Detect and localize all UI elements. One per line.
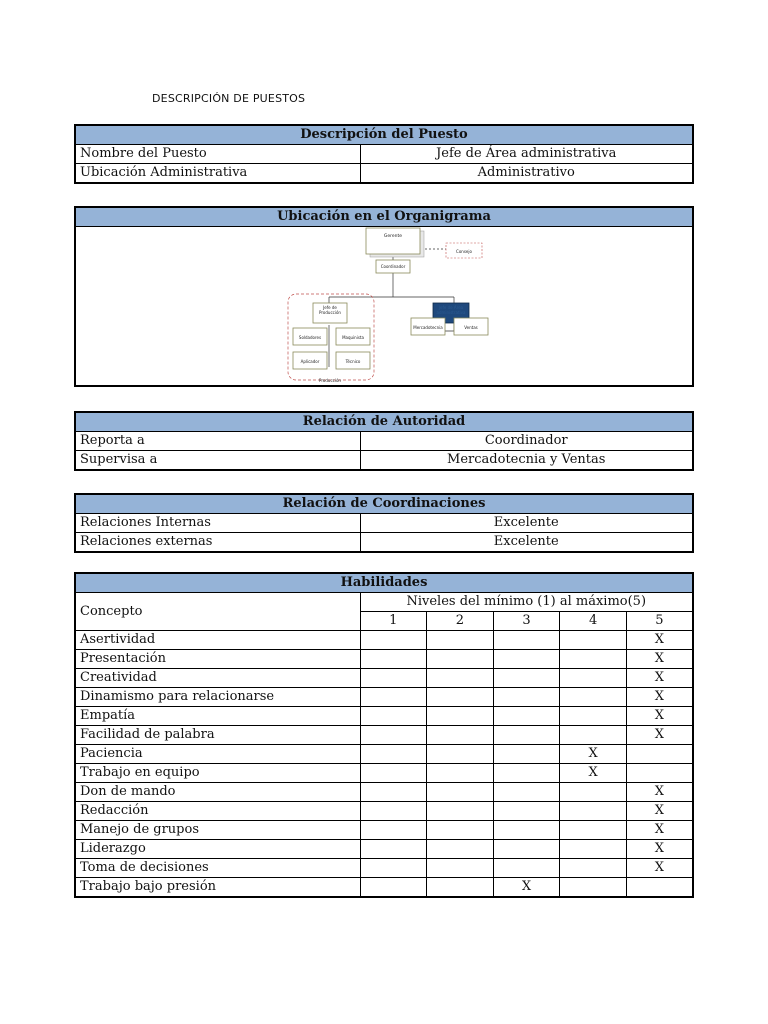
skill-level-1-cell — [360, 669, 427, 688]
coordination-header: Relación de Coordinaciones — [75, 494, 693, 514]
skill-level-2-cell — [427, 802, 494, 821]
skill-level-2-cell — [427, 859, 494, 878]
table-row — [75, 745, 693, 764]
skill-name: Asertividad — [75, 631, 360, 650]
skill-level-2-cell — [427, 650, 494, 669]
org-label-jefe-area: Jefe de Área administrativa — [436, 305, 466, 315]
skill-name: Toma de decisiones — [75, 859, 360, 878]
org-chart-header: Ubicación en el Organigrama — [75, 207, 693, 227]
skill-level-2-cell — [427, 783, 494, 802]
table-row — [75, 802, 693, 821]
skill-level-2-cell — [427, 688, 494, 707]
row-value: Mercadotecnia y Ventas — [360, 451, 693, 471]
skill-level-5-cell: X — [626, 783, 693, 802]
skill-level-5-cell — [626, 764, 693, 783]
skill-level-2-cell — [427, 745, 494, 764]
skill-level-5-cell: X — [626, 707, 693, 726]
skill-name: Paciencia — [75, 745, 360, 764]
skill-level-1-cell — [360, 840, 427, 859]
table-row — [75, 514, 693, 533]
skill-level-3-cell — [493, 707, 560, 726]
skill-level-4-cell: X — [560, 764, 627, 783]
table-row — [75, 707, 693, 726]
skill-name: Empatía — [75, 707, 360, 726]
skill-name: Trabajo en equipo — [75, 764, 360, 783]
skill-level-1-cell — [360, 802, 427, 821]
skill-level-3-cell — [493, 631, 560, 650]
skill-level-4-cell — [560, 878, 627, 898]
org-label-gerente: Gerente — [383, 234, 403, 239]
skill-level-1-cell — [360, 821, 427, 840]
skill-name: Redacción — [75, 802, 360, 821]
row-label: Supervisa a — [75, 451, 360, 471]
skill-level-5-cell: X — [626, 840, 693, 859]
skill-level-2-cell — [427, 707, 494, 726]
skill-level-4-cell — [560, 669, 627, 688]
org-label-tecnico: Técnico — [345, 359, 361, 364]
skill-level-5-cell: X — [626, 631, 693, 650]
skill-level-2-cell — [427, 726, 494, 745]
skill-level-4-cell — [560, 783, 627, 802]
skill-level-3-cell: X — [493, 878, 560, 898]
skill-level-1-cell — [360, 859, 427, 878]
org-label-ventas: Ventas — [464, 325, 478, 330]
table-row — [75, 669, 693, 688]
table-row — [75, 726, 693, 745]
skill-level-4-cell — [560, 840, 627, 859]
skill-level-5-cell: X — [626, 650, 693, 669]
skill-name: Trabajo bajo presión — [75, 878, 360, 898]
skill-level-1-cell — [360, 878, 427, 898]
skill-level-4-cell — [560, 707, 627, 726]
skills-table — [74, 572, 694, 898]
skill-level-5-cell: X — [626, 726, 693, 745]
skill-level-1-cell — [360, 688, 427, 707]
row-value: Coordinador — [360, 432, 693, 451]
skill-level-3-cell — [493, 764, 560, 783]
skill-level-5-cell: X — [626, 802, 693, 821]
row-value: Excelente — [360, 514, 693, 533]
row-label: Relaciones externas — [75, 533, 360, 553]
skill-level-4-cell — [560, 821, 627, 840]
job-description-table — [74, 124, 694, 184]
skill-level-3-cell — [493, 802, 560, 821]
coordination-table — [74, 493, 694, 553]
skill-level-5-cell — [626, 878, 693, 898]
table-row — [75, 145, 693, 164]
table-row — [75, 631, 693, 650]
skill-level-3-cell — [493, 745, 560, 764]
org-label-jefe-produccion: Jefe de Producción — [319, 305, 341, 315]
skill-level-5-cell — [626, 745, 693, 764]
org-chart-cell — [75, 227, 693, 387]
table-row — [75, 764, 693, 783]
skill-name: Liderazgo — [75, 840, 360, 859]
concept-header: Concepto — [75, 593, 360, 631]
skill-name: Dinamismo para relacionarse — [75, 688, 360, 707]
table-row — [75, 432, 693, 451]
table-row — [75, 859, 693, 878]
skill-name: Manejo de grupos — [75, 821, 360, 840]
skill-level-4-cell — [560, 650, 627, 669]
skill-level-5-cell: X — [626, 688, 693, 707]
skill-level-3-cell — [493, 859, 560, 878]
document-title: DESCRIPCIÓN DE PUESTOS — [152, 92, 306, 105]
skill-level-2-cell — [427, 840, 494, 859]
skill-level-4-cell — [560, 859, 627, 878]
table-row — [75, 164, 693, 184]
skill-name: Presentación — [75, 650, 360, 669]
skill-level-3-cell — [493, 783, 560, 802]
org-label-aplicador: Aplicador — [300, 359, 320, 364]
skills-body — [75, 631, 693, 898]
skill-level-3-cell — [493, 688, 560, 707]
skill-level-1-cell — [360, 726, 427, 745]
skill-level-2-cell — [427, 878, 494, 898]
table-row — [75, 783, 693, 802]
skill-level-3-cell — [493, 650, 560, 669]
org-label-soldadores: Soldadores — [298, 335, 322, 340]
org-chart-table — [74, 206, 694, 387]
org-label-mercadotecnia: Mercadotecnia — [413, 325, 443, 330]
skill-level-4-cell — [560, 631, 627, 650]
skill-level-2-cell — [427, 631, 494, 650]
table-row — [75, 650, 693, 669]
level-header: 2 — [427, 612, 494, 631]
authority-header: Relación de Autoridad — [75, 412, 693, 432]
org-label-consejo: Consejo — [456, 249, 472, 254]
skill-name: Facilidad de palabra — [75, 726, 360, 745]
org-chart-diagram — [76, 227, 692, 385]
skill-level-4-cell: X — [560, 745, 627, 764]
row-value: Jefe de Área administrativa — [360, 145, 693, 164]
table-row — [75, 688, 693, 707]
row-label: Relaciones Internas — [75, 514, 360, 533]
skill-level-3-cell — [493, 726, 560, 745]
skill-level-3-cell — [493, 821, 560, 840]
level-header: 5 — [626, 612, 693, 631]
skill-level-1-cell — [360, 707, 427, 726]
skill-level-1-cell — [360, 631, 427, 650]
table-row — [75, 878, 693, 898]
skill-level-5-cell: X — [626, 859, 693, 878]
skill-level-1-cell — [360, 650, 427, 669]
skill-level-2-cell — [427, 764, 494, 783]
job-description-header: Descripción del Puesto — [75, 125, 693, 145]
skill-level-1-cell — [360, 764, 427, 783]
skill-level-2-cell — [427, 669, 494, 688]
skill-level-4-cell — [560, 688, 627, 707]
row-label: Nombre del Puesto — [75, 145, 360, 164]
skill-level-5-cell: X — [626, 821, 693, 840]
row-label: Ubicación Administrativa — [75, 164, 360, 184]
org-label-maquinista: Maquinista — [342, 335, 364, 340]
authority-table — [74, 411, 694, 471]
row-value: Administrativo — [360, 164, 693, 184]
org-node-gerente — [366, 228, 420, 254]
skill-level-3-cell — [493, 669, 560, 688]
skill-level-4-cell — [560, 802, 627, 821]
row-value: Excelente — [360, 533, 693, 553]
skill-name: Don de mando — [75, 783, 360, 802]
table-row — [75, 821, 693, 840]
skill-level-1-cell — [360, 745, 427, 764]
skills-header: Habilidades — [75, 573, 693, 593]
table-row — [75, 451, 693, 471]
row-label: Reporta a — [75, 432, 360, 451]
skill-name: Creatividad — [75, 669, 360, 688]
level-header: 3 — [493, 612, 560, 631]
skill-level-3-cell — [493, 840, 560, 859]
table-row — [75, 533, 693, 553]
levels-header: Niveles del mínimo (1) al máximo(5) — [360, 593, 693, 612]
skill-level-4-cell — [560, 726, 627, 745]
level-header: 1 — [360, 612, 427, 631]
skill-level-5-cell: X — [626, 669, 693, 688]
skill-level-1-cell — [360, 783, 427, 802]
level-header: 4 — [560, 612, 627, 631]
org-label-produccion: Producción — [319, 378, 341, 383]
skill-level-2-cell — [427, 821, 494, 840]
org-label-coordinador: Coordinador — [380, 264, 406, 269]
table-row — [75, 840, 693, 859]
